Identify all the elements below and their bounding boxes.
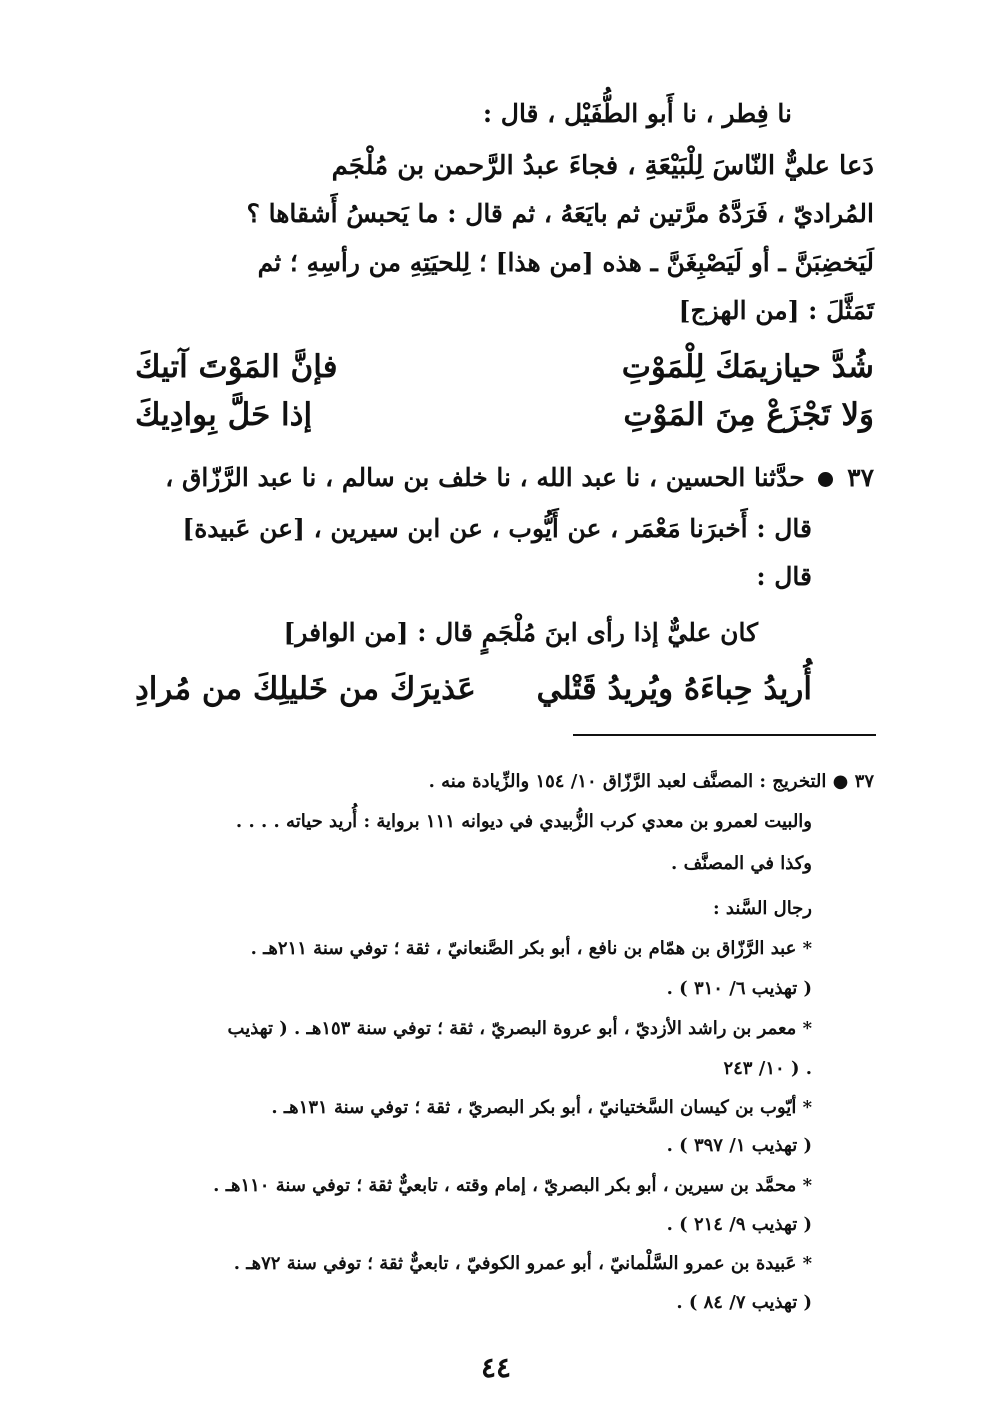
verse-1-second-hemistich: فإنَّ المَوْتَ آتيكَ <box>135 349 338 385</box>
narration-line: قال : <box>756 562 812 591</box>
narration-37-text: حدَّثنا الحسين ، نا عبد الله ، نا خلف بن سالم ، نا عبد الرَّزّاق ، <box>165 463 805 492</box>
narrator-entry: * عَبيدة بن عمرو السَّلْمانيّ ، أبو عمرو الكوفيّ ، تابعيٌّ ثقة ؛ توفي سنة ٧٢هـ . <box>233 1253 812 1274</box>
narration-line: قال : أَخبرَنا مَعْمَر ، عن أَيُّوب ، عن ابن سيرين ، [عن عَبيدة] <box>182 514 812 543</box>
narration-line: لَيَخضِبَنَّ ـ أو لَيَصْبِغَنَّ ـ هذه [من هذا] ؛ لِلحيَتِهِ من رأسِهِ ؛ ثم <box>257 248 874 277</box>
narration-line: المُراديّ ، فَرَدَّهُ مرَّتين ثم بايَعَهُ ، ثم قال : ما يَحبسُ أَشقاها ؟ <box>246 199 874 228</box>
narration-intro-line: نا فِطر ، نا أَبو الطُّفَيْل ، قال : <box>482 99 792 128</box>
verse-1 <box>135 350 874 384</box>
footnote-separator <box>573 734 876 736</box>
verse-2 <box>135 398 874 432</box>
narrator-entry-ref: ( تهذيب ٦/ ٣١٠ ) . <box>666 978 812 999</box>
verse-2-second-hemistich: إذا حَلَّ بِوادِيكَ <box>135 397 313 433</box>
narrator-entry: * معمر بن راشد الأزديّ ، أبو عروة البصريّ ، ثقة ؛ توفي سنة ١٥٣هـ . ( تهذيب <box>227 1018 812 1039</box>
verse-1-first-hemistich: شُدَّ حيازيمَكَ لِلْمَوْتِ <box>621 349 874 385</box>
narration-37-first-line <box>165 464 874 493</box>
verse-3-second-hemistich: عَذيرَكَ من خَليلِكَ من مُرادِ <box>135 671 476 707</box>
page-number: ٤٤ <box>480 1351 512 1384</box>
footnote-takhrij: ٣٧ ● التخريج : المصنَّف لعبد الرَّزّاق ١٠/ ١٥٤ والزِّيادة منه . <box>428 771 874 792</box>
narrator-entry: * محمَّد بن سيرين ، أبو بكر البصريّ ، إمام وقته ، تابعيٌّ ثقة ؛ توفي سنة ١١٠هـ . <box>213 1175 812 1196</box>
narrator-entry: * أيّوب بن كيسان السَّختيانيّ ، أبو بكر البصريّ ، ثقة ؛ توفي سنة ١٣١هـ . <box>271 1097 812 1118</box>
footnote-line: وكذا في المصنَّف . <box>671 853 812 874</box>
narrator-entry: * عبد الرَّزّاق بن همّام بن نافع ، أبو بكر الصَّنعانيّ ، ثقة ؛ توفي سنة ٢١١هـ . <box>250 938 812 959</box>
verse-2-first-hemistich: وَلا تَجْزَعْ مِنَ المَوْتِ <box>623 397 874 433</box>
narrator-entry-ref: ( تهذيب ٩/ ٢١٤ ) . <box>666 1214 812 1235</box>
footnote-line: والبيت لعمرو بن معدي كرب الزُّبيدي في ديوانه ١١١ برواية : أُريد حياته . . . . <box>235 811 812 832</box>
footnote-subheading: رجال السَّند : <box>713 898 812 919</box>
bullet-icon <box>818 472 833 487</box>
narrator-entry-ref: ١٠/ ٢٤٣ ) . <box>723 1058 812 1079</box>
narrator-entry-ref: ( تهذيب ١/ ٣٩٧ ) . <box>666 1135 812 1156</box>
verse-3-first-hemistich: أُريدُ حِباءَهُ ويُريدُ قَتْلي <box>536 671 812 707</box>
narration-number: ٣٧ <box>847 463 874 492</box>
narration-line: كان عليٌّ إذا رأى ابنَ مُلْجَمٍ قال : [من الوافر] <box>283 618 758 647</box>
verse-3 <box>135 672 812 706</box>
narrator-entry-ref: ( تهذيب ٧/ ٨٤ ) . <box>676 1292 812 1313</box>
narration-line: دَعا عليٌّ النّاسَ لِلْبَيْعَةِ ، فجاءَ عبدُ الرَّحمن بن مُلْجَم <box>331 151 874 181</box>
meter-label-line: تَمَثَّلَ : [من الهزج] <box>678 296 874 325</box>
